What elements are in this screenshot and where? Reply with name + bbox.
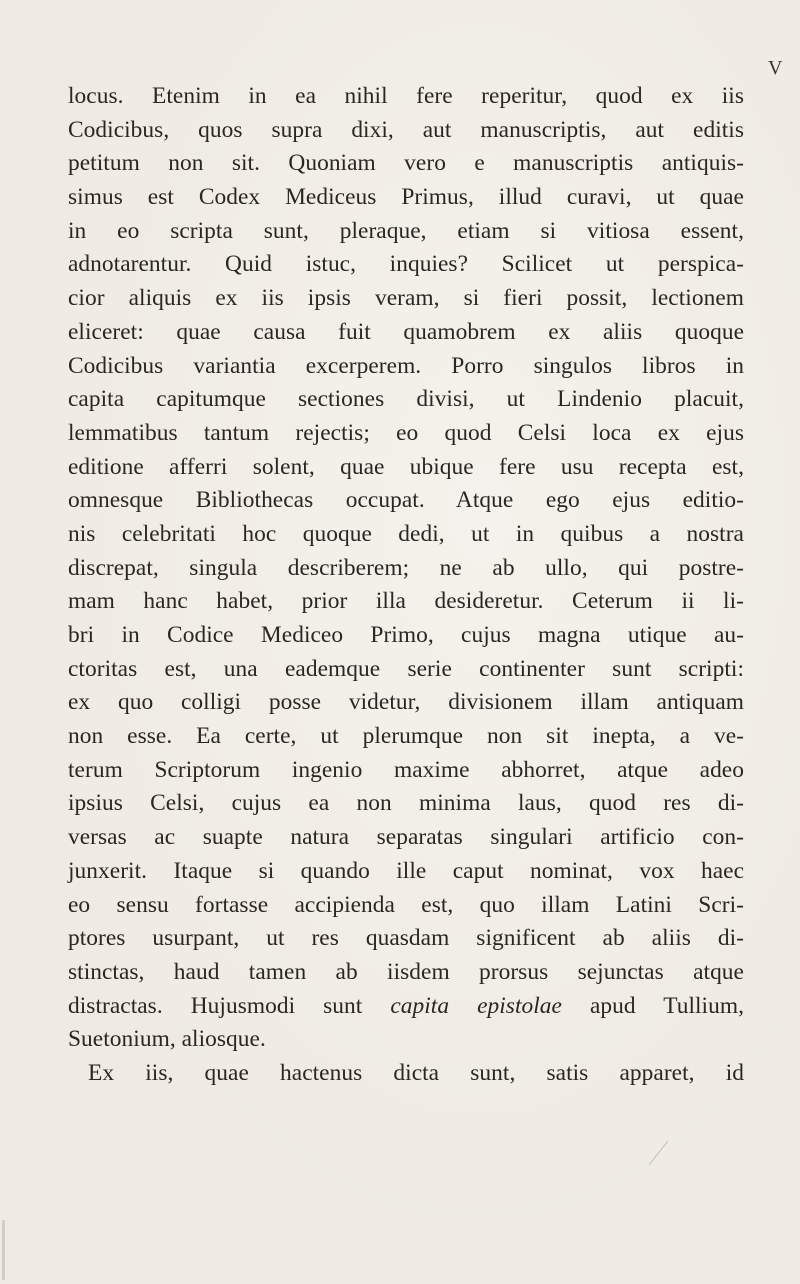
text-line: discrepat, singula describerem; ne ab ullo, qui postre- bbox=[68, 554, 744, 581]
text-line: adnotarentur. Quid istuc, inquies? Scilicet ut perspica- bbox=[68, 251, 744, 278]
pencil-stroke bbox=[649, 1141, 668, 1165]
text-line: locus. Etenim in ea nihil fere reperitur, quod ex iis bbox=[68, 83, 744, 109]
text-line: ipsius Celsi, cujus ea non minima laus, quod res di- bbox=[68, 790, 744, 817]
italic-phrase: capita epistolae bbox=[390, 992, 562, 1019]
signature-mark: V bbox=[768, 57, 783, 79]
text-line: simus est Codex Mediceus Primus, illud curavi, ut quae bbox=[68, 184, 744, 211]
text-line: editione afferri solent, quae ubique fere usu recepta est, bbox=[68, 453, 744, 480]
text-line: versas ac suapte natura separatas singulari artificio con- bbox=[68, 824, 744, 851]
text-line: ptores usurpant, ut res quasdam significent ab aliis di- bbox=[68, 925, 744, 952]
text-line: cior aliquis ex iis ipsis veram, si fieri possit, lectionem bbox=[68, 285, 744, 312]
text-line: junxerit. Itaque si quando ille caput nominat, vox haec bbox=[68, 857, 744, 884]
text-line: non esse. Ea certe, ut plerumque non sit inepta, a ve- bbox=[68, 723, 744, 750]
text-line: capita capitumque sectiones divisi, ut Lindenio placuit, bbox=[68, 386, 744, 413]
text-line: stinctas, haud tamen ab iisdem prorsus sejunctas atque bbox=[68, 958, 744, 985]
text-line: omnesque Bibliothecas occupat. Atque ego ejus editio- bbox=[68, 487, 744, 514]
page-edge-shadow bbox=[2, 1220, 5, 1280]
text-line: bri in Codice Mediceo Primo, cujus magna utique au- bbox=[68, 622, 744, 648]
text-line: ex quo colligi posse videtur, divisionem illam antiquam bbox=[68, 689, 744, 716]
paragraph-end-line: Suetonium, aliosque. bbox=[68, 1026, 266, 1053]
text-line: Codicibus, quos supra dixi, aut manuscriptis, aut editis bbox=[68, 116, 744, 143]
text-line: nis celebritati hoc quoque dedi, ut in quibus a nostra bbox=[68, 520, 744, 547]
paragraph-start-line: Ex iis, quae hactenus dicta sunt, satis apparet, id bbox=[88, 1059, 744, 1086]
text-segment: distractas. Hujusmodi sunt bbox=[68, 992, 391, 1019]
text-line: eliceret: quae causa fuit quamobrem ex aliis quoque bbox=[68, 318, 744, 345]
text-line-with-italic bbox=[68, 990, 744, 1024]
text-line: Codicibus variantia excerperem. Porro singulos libros in bbox=[68, 352, 744, 379]
body-text bbox=[68, 80, 744, 1091]
text-line: lemmatibus tantum rejectis; eo quod Celsi loca ex ejus bbox=[68, 419, 744, 446]
text-line: mam hanc habet, prior illa desideretur. Ceterum ii li- bbox=[68, 588, 744, 615]
text-segment: apud Tullium, bbox=[561, 992, 744, 1019]
text-line: petitum non sit. Quoniam vero e manuscriptis antiquis- bbox=[68, 150, 744, 177]
text-line: terum Scriptorum ingenio maxime abhorret, atque adeo bbox=[68, 756, 744, 783]
text-line: eo sensu fortasse accipienda est, quo illam Latini Scri- bbox=[68, 891, 744, 918]
text-line: ctoritas est, una eademque serie continenter sunt scripti: bbox=[68, 655, 744, 682]
text-line: in eo scripta sunt, pleraque, etiam si vitiosa essent, bbox=[68, 217, 744, 244]
